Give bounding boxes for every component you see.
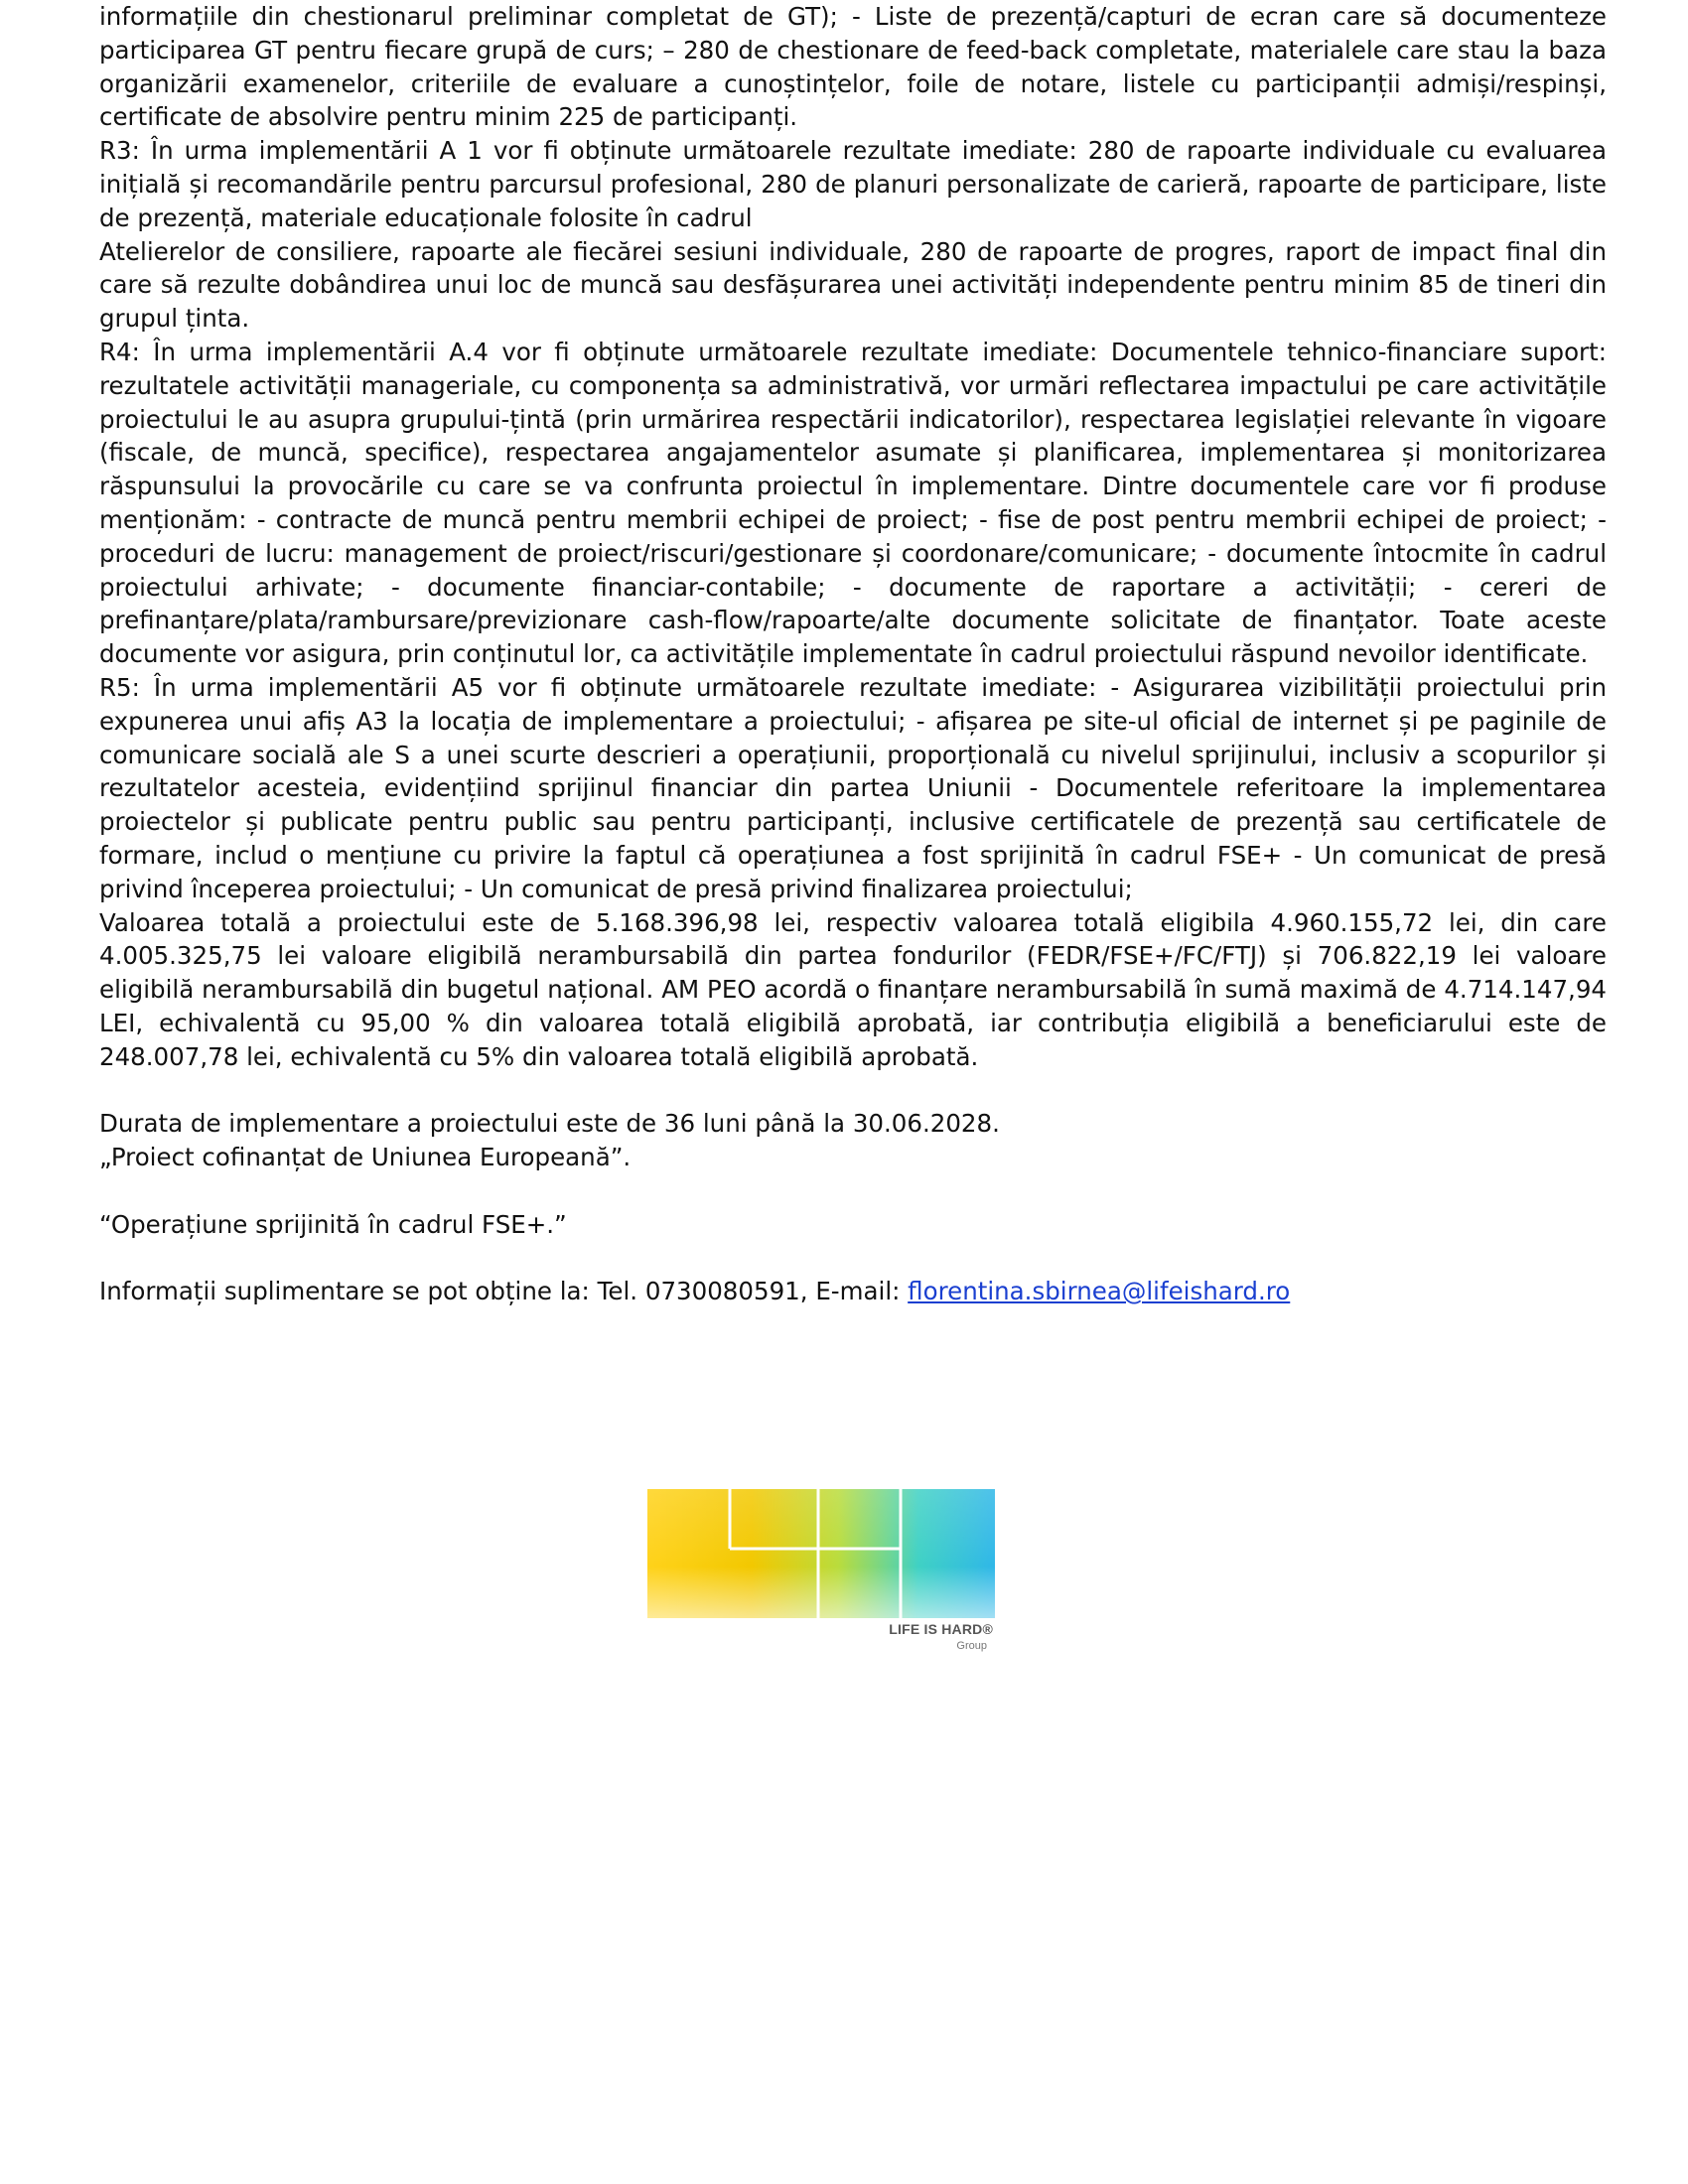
paragraph-r3-continuation: Atelierelor de consiliere, rapoarte ale fiecărei sesiuni individuale, 280 de rapoarte de progres, raport de impact final din care să rezulte dobândirea unui loc de muncă sau desfășurarea unei activități independente pentru minim 85 de tineri din grupul ținta. xyxy=(99,236,1607,334)
duration-line: Durata de implementare a proiectului este de 36 luni până la 30.06.2028. xyxy=(99,1109,1000,1139)
company-logo xyxy=(647,1489,995,1668)
contact-line xyxy=(99,1275,1607,1308)
spacer xyxy=(99,1241,1607,1275)
document-body xyxy=(99,0,1607,1308)
cofinance-line: „Proiect cofinanțat de Uniunea Europeană”. xyxy=(99,1143,632,1172)
operation-line: “Operațiune sprijinită în cadrul FSE+.” xyxy=(99,1209,567,1239)
paragraph-r3: R3: În urma implementării A 1 vor fi obținute următoarele rezultate imediate: 280 de rapoarte individuale cu evaluarea inițială și recomandările pentru parcursul profesional, 280 de planuri personalizate de carieră, rapoarte de participare, liste de prezență, materiale educaționale folosite în cadrul xyxy=(99,136,1607,232)
spacer xyxy=(99,1174,1607,1208)
logo-graphic xyxy=(647,1489,995,1618)
spacer xyxy=(99,1074,1607,1108)
paragraph-budget: Valoarea totală a proiectului este de 5.168.396,98 lei, respectiv valoarea totală eligibila 4.960.155,72 lei, din care 4.005.325,75 lei valoare eligibilă nerambursabilă din partea fondurilor (FEDR/FSE+/FC/FTJ) și 706.822,19 lei valoare eligibilă nerambursabilă din bugetul național. AM PEO acordă o finanțare nerambursabilă în sumă maximă de 4.714.147,94 LEI, echivalentă cu 95,00 % din valoarea totală eligibilă aprobată, iar contribuția eligibilă a beneficiarului este de 248.007,78 lei, echivalentă cu 5% din valoarea totală eligibilă aprobată. xyxy=(99,907,1607,1071)
paragraph-r4: R4: În urma implementării A.4 vor fi obținute următoarele rezultate imediate: Documentele tehnico-financiare suport: rezultatele activității manageriale, cu componența sa administrativă, vor urmări reflectarea impactului pe care activitățile proiectului le au asupra grupului-țintă (prin urmărirea respectării indicatorilor), respectarea legislației relevante în vigoare (fiscale, de muncă, specifice), respectarea angajamentelor asumate și planificarea, implementarea și monitorizarea răspunsului la provocările cu care se va confrunta proiectul în implementare. Dintre documentele care vor fi produse menționăm: - contracte de muncă pentru membrii echipei de proiect; - fise de post pentru membrii echipei de proiect; - proceduri de lucru: management de proiect/riscuri/gestionare și coordonare/comunicare; - documente întocmite în cadrul proiectului arhivate; - documente financiar-contabile; - documente de raportare a activității; - cereri de prefinanțare/plata/rambursare/previzionare cash-flow/rapoarte/alte documente solicitate de finanțator. Toate aceste documente vor asigura, prin conținutul lor, ca activitățile implementate în cadrul proiectului răspund nevoilor identificate. xyxy=(99,337,1607,669)
paragraph-r2-continuation: informațiile din chestionarul preliminar completat de GT); - Liste de prezență/capturi de ecran care să documenteze participarea GT pentru fiecare grupă de curs; – 280 de chestionare de feed-back completate, materialele care stau la baza organizării examenelor, criteriile de evaluare a cunoștințelor, foile de notare, listele cu participanții admiși/respinși, certificate de absolvire pentru minim 225 de participanți. xyxy=(99,2,1607,132)
logo-subtitle: Group xyxy=(956,1640,987,1652)
logo-name: LIFE IS HARD® xyxy=(889,1621,993,1637)
paragraph-r5: R5: În urma implementării A5 vor fi obținute următoarele rezultate imediate: - Asigurarea vizibilității proiectului prin expunerea unui afiș A3 la locația de implementare a proiectului; - afișarea pe site-ul oficial de internet și pe paginile de comunicare socială ale S a unei scurte descrieri a operațiunii, proporțională cu nivelul sprijinului, inclusiv a scopurilor și rezultatelor acesteia, evidențiind sprijinul financiar din partea Uniunii - Documentele referitoare la implementarea proiectelor și publicate pentru public sau pentru participanți, inclusive certificatele de prezență sau certificatele de formare, includ o mențiune cu privire la faptul că operațiunea a fost sprijinită în cadrul FSE+ - Un comunicat de presă privind începerea proiectului; - Un comunicat de presă privind finalizarea proiectului; xyxy=(99,672,1607,903)
email-link[interactable]: florentina.sbirnea@lifeishard.ro xyxy=(908,1277,1291,1306)
contact-prefix: Informații suplimentare se pot obține la: Tel. 0730080591, E-mail: xyxy=(99,1277,909,1306)
